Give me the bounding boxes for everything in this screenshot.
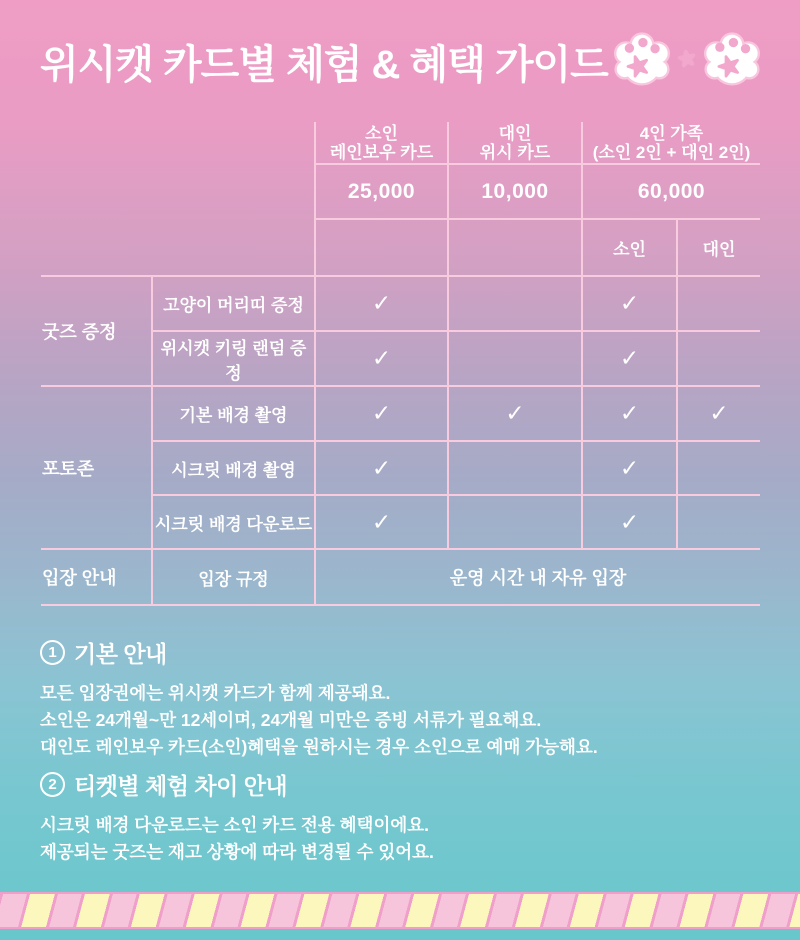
- card-name-line: 4인 가족: [639, 123, 704, 143]
- entry-note-cell: 운영 시간 내 자유 입장: [315, 549, 760, 605]
- circled-number-icon: 1: [40, 640, 65, 665]
- section-line: 소인은 24개월~만 12세이며, 24개월 미만은 증빙 서류가 필요해요.: [40, 710, 542, 730]
- section-title: 티켓별 체험 차이 안내: [74, 773, 288, 799]
- row-label: 시크릿 배경 촬영: [152, 441, 315, 495]
- category-cell: 굿즈 증정: [41, 276, 152, 386]
- card-name-line: 소인: [365, 123, 398, 143]
- check-cell: ✓: [582, 331, 677, 386]
- check-cell: ✓: [582, 386, 677, 441]
- card-header-wish: [448, 122, 582, 164]
- check-cell: ✓: [582, 495, 677, 549]
- check-cell: [448, 441, 582, 495]
- card-name-line: 위시 카드: [479, 142, 551, 162]
- section-line: 시크릿 배경 다운로드는 소인 카드 전용 혜택이에요.: [40, 815, 430, 835]
- family-sub-adult: 대인: [677, 219, 760, 276]
- check-cell: ✓: [677, 386, 760, 441]
- card-header-family: [582, 122, 760, 164]
- empty-cell: [315, 219, 448, 276]
- section-line: 제공되는 굿즈는 재고 상황에 따라 변경될 수 있어요.: [40, 842, 434, 862]
- category-cell: 포토존: [41, 386, 152, 549]
- card-name-line: 대인: [498, 123, 532, 143]
- category-cell: 입장 안내: [41, 549, 152, 605]
- card-price: 25,000: [315, 164, 448, 219]
- empty-cell: [448, 219, 582, 276]
- check-cell: [677, 441, 760, 495]
- row-label: 고양이 머리띠 증정: [152, 276, 315, 331]
- card-name-line: (소인 2인 + 대인 2인): [592, 142, 751, 162]
- check-cell: ✓: [315, 331, 448, 386]
- check-cell: [448, 495, 582, 549]
- row-label: 기본 배경 촬영: [152, 386, 315, 441]
- check-cell: [677, 495, 760, 549]
- rope-border-decoration: [0, 892, 800, 929]
- check-cell: [448, 276, 582, 331]
- check-cell: ✓: [448, 386, 582, 441]
- section-heading: [40, 636, 598, 669]
- page-title: 위시캣 카드별 체험 & 혜택 가이드: [40, 43, 608, 87]
- check-cell: ✓: [315, 441, 448, 495]
- check-cell: ✓: [582, 441, 677, 495]
- section-line: 대인도 레인보우 카드(소인)혜택을 원하시는 경우 소인으로 예매 가능해요.: [40, 737, 598, 757]
- check-cell: ✓: [315, 495, 448, 549]
- benefit-table: [41, 122, 760, 606]
- card-price: 10,000: [448, 164, 582, 219]
- cat-paw-icon: [614, 30, 670, 86]
- row-label: 입장 규정: [152, 549, 315, 605]
- header-decor: [614, 30, 760, 86]
- check-cell: [448, 331, 582, 386]
- check-cell: [677, 276, 760, 331]
- section-line: 모든 입장권에는 위시캣 카드가 함께 제공돼요.: [40, 683, 391, 703]
- check-cell: ✓: [315, 276, 448, 331]
- section-heading: [40, 768, 434, 801]
- circled-number-icon: 2: [40, 772, 65, 797]
- check-cell: [677, 331, 760, 386]
- card-name-line: 레인보우 카드: [329, 142, 434, 162]
- card-header-rainbow: [315, 122, 448, 164]
- family-sub-child: 소인: [582, 219, 677, 276]
- header-spacer: [41, 122, 315, 276]
- cat-paw-icon: [704, 30, 760, 86]
- card-price: 60,000: [582, 164, 760, 219]
- section-ticket-diff: [40, 768, 434, 866]
- section-basic-info: [40, 636, 598, 761]
- row-label: 위시캣 키링 랜덤 증정: [152, 331, 315, 386]
- check-cell: ✓: [315, 386, 448, 441]
- section-title: 기본 안내: [74, 641, 167, 667]
- row-label: 시크릿 배경 다운로드: [152, 495, 315, 549]
- check-cell: ✓: [582, 276, 677, 331]
- star-icon: [675, 46, 699, 70]
